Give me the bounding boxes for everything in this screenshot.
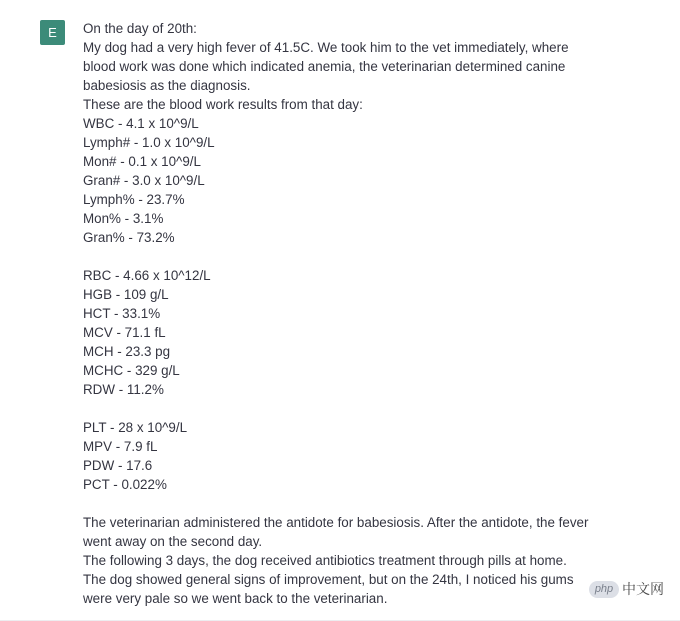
paragraph-gap bbox=[83, 494, 603, 513]
blood-result-line: MCH - 23.3 pg bbox=[83, 344, 171, 359]
blood-result-line: Mon% - 3.1% bbox=[83, 211, 164, 226]
watermark-text: 中文网 bbox=[622, 582, 664, 598]
blood-result-line: PDW - 17.6 bbox=[83, 458, 153, 473]
outro-line: The dog showed general signs of improvement, but on the 24th, I noticed his gums were very pale so we went back to the veterinarian. bbox=[83, 572, 574, 606]
outro-line: The following 3 days, the dog received antibiotics treatment through pills at home. bbox=[83, 553, 567, 568]
php-logo-icon: php bbox=[589, 581, 619, 598]
paragraph-gap bbox=[83, 247, 603, 266]
blood-result-line: Gran% - 73.2% bbox=[83, 230, 175, 245]
blood-result-line: RBC - 4.66 x 10^12/L bbox=[83, 268, 211, 283]
blood-result-line: Lymph% - 23.7% bbox=[83, 192, 185, 207]
blood-result-line: Gran# - 3.0 x 10^9/L bbox=[83, 173, 205, 188]
paragraph-gap bbox=[83, 399, 603, 418]
blood-result-line: PCT - 0.022% bbox=[83, 477, 167, 492]
blood-result-line: Mon# - 0.1 x 10^9/L bbox=[83, 154, 201, 169]
blood-result-line: MCV - 71.1 fL bbox=[83, 325, 166, 340]
message-content bbox=[83, 19, 603, 608]
avatar-initial: E bbox=[48, 25, 57, 40]
blood-result-line: HGB - 109 g/L bbox=[83, 287, 169, 302]
blood-result-line: HCT - 33.1% bbox=[83, 306, 161, 321]
user-avatar bbox=[40, 20, 65, 45]
blood-result-line: MCHC - 329 g/L bbox=[83, 363, 180, 378]
intro-line: These are the blood work results from that day: bbox=[83, 97, 363, 112]
blood-result-line: MPV - 7.9 fL bbox=[83, 439, 158, 454]
intro-line: My dog had a very high fever of 41.5C. We took him to the vet immediately, where blood work was done which indicated anemia, the veterinarian determined canine babesiosis as the diagnosis. bbox=[83, 40, 569, 93]
blood-result-line: Lymph# - 1.0 x 10^9/L bbox=[83, 135, 215, 150]
site-watermark bbox=[587, 578, 668, 600]
intro-line: On the day of 20th: bbox=[83, 21, 197, 36]
outro-line: The veterinarian administered the antidote for babesiosis. After the antidote, the fever went away on the second day. bbox=[83, 515, 589, 549]
blood-result-line: PLT - 28 x 10^9/L bbox=[83, 420, 188, 435]
blood-result-line: WBC - 4.1 x 10^9/L bbox=[83, 116, 199, 131]
blood-result-line: RDW - 11.2% bbox=[83, 382, 164, 397]
